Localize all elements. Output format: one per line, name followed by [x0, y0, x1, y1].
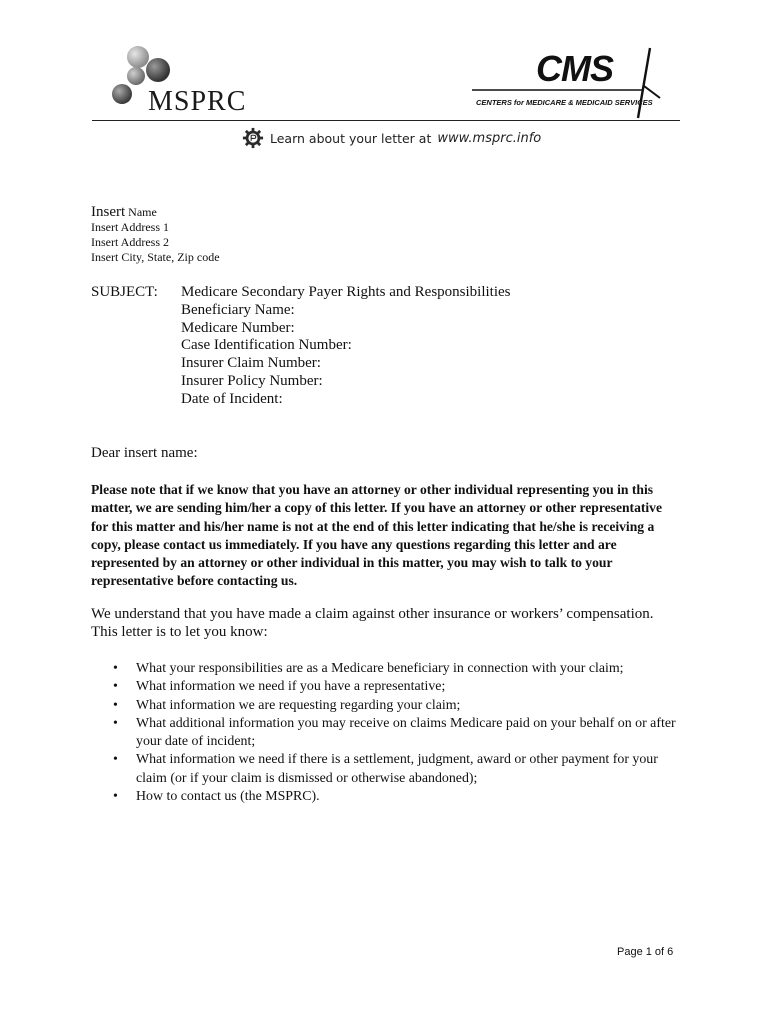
cms-logo-subtitle: CENTERS for MEDICARE & MEDICAID SERVICES [476, 98, 653, 107]
bullet-list [91, 660, 691, 806]
subject-line: Case Identification Number: [181, 337, 352, 354]
address-line-3: Insert City, State, Zip code [91, 250, 220, 264]
list-item: • What additional information you may receive on claims Medicare paid on your behalf on or after your date of incident; [91, 715, 691, 752]
subject-line: Medicare Number: [181, 319, 295, 336]
subject-line: Date of Incident: [181, 390, 283, 407]
greeting: Dear insert name: [91, 445, 198, 461]
header-divider [92, 120, 680, 121]
list-item: • What information we are requesting regarding your claim; [91, 697, 691, 715]
address-line-1: Insert Address 1 [91, 220, 169, 234]
list-item: • What your responsibilities are as a Medicare beneficiary in connection with your claim; [91, 660, 691, 678]
representative-notice: Please note that if we know that you have an attorney or other individual representing you in this matter, we are sending him/her a copy of this letter. If you have an attorney or other representative for this matter and his/her name is not at the end of this letter indicating that he/she is receiving a copy, please contact us immediately. If you have any questions regarding this letter and are represented by an attorney or other individual in this matter, you may wish to talk to your representative before contacting us. [91, 482, 662, 589]
msprc-website-link[interactable]: www.msprc.info [437, 130, 542, 146]
gear-icon [242, 127, 264, 149]
page-number: Page 1 of 6 [617, 946, 674, 958]
address-name-prefix: Insert [91, 204, 126, 220]
list-item: • What information we need if there is a settlement, judgment, award or other payment for your claim (or if your claim is dismissed or otherwise abandoned); [91, 751, 691, 788]
subject-line: Insurer Claim Number: [181, 355, 321, 372]
msprc-logo-text: MSPRC [148, 86, 247, 117]
learn-line [242, 127, 541, 149]
address-name-suffix: Name [128, 205, 157, 219]
address-line-2: Insert Address 2 [91, 235, 169, 249]
cms-logo [468, 42, 668, 122]
learn-text: Learn about your letter at [270, 130, 432, 146]
subject-line: Medicare Secondary Payer Rights and Responsibilities [181, 284, 511, 300]
intro-paragraph: We understand that you have made a claim against other insurance or workers’ compensation. This letter is to let you know: [91, 606, 654, 640]
subject-line: Beneficiary Name: [181, 301, 295, 318]
list-item: • What information we need if you have a representative; [91, 678, 691, 696]
recipient-address [91, 205, 220, 265]
cms-logo-word: CMS [536, 48, 613, 89]
subject-label: SUBJECT: [91, 284, 158, 300]
subject-line: Insurer Policy Number: [181, 372, 323, 389]
list-item: • How to contact us (the MSPRC). [91, 788, 691, 806]
